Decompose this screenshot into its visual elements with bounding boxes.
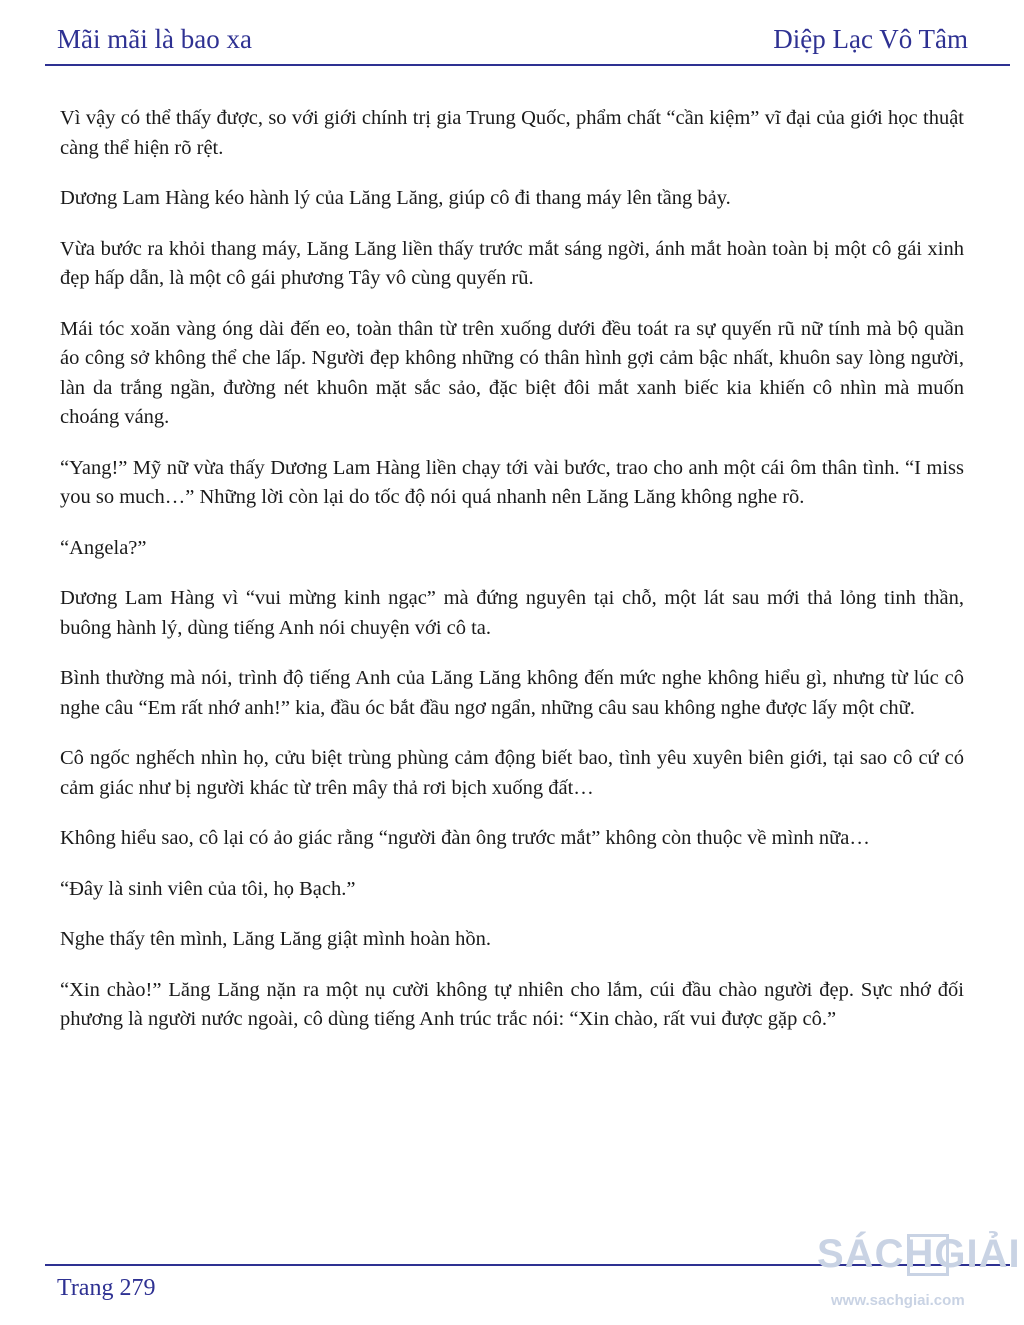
paragraph: “Angela?” — [60, 536, 147, 559]
watermark-url: www.sachgiai.com — [831, 1292, 965, 1309]
paragraph: “Xin chào!” Lăng Lăng nặn ra một nụ cười không tự nhiên cho lắm, cúi đầu chào người đẹp. Sực nhớ đối phương là người nước ngoài, cô dùng tiếng Anh trúc trắc nói: “Xin chào, rất vui được gặp cô.” — [60, 978, 964, 1030]
book-title: Mãi mãi là bao xa — [57, 24, 252, 54]
paragraph: Nghe thấy tên mình, Lăng Lăng giật mình hoàn hồn. — [60, 928, 491, 950]
paragraph: Mái tóc xoăn vàng óng dài đến eo, toàn thân từ trên xuống dưới đều toát ra sự quyến rũ nữ tính mà bộ quần áo công sở không thể che lấp. Người đẹp không những có thân hình gợi cảm bậc nhất, khuôn say lòng người, làn da trắng ngần, đường nét khuôn mặt sắc sảo, đặc biệt đôi mắt xanh biếc kia khiến cô nhìn mà muốn choáng váng. — [60, 317, 964, 428]
paragraph: “Đây là sinh viên của tôi, họ Bạch.” — [60, 877, 356, 900]
paragraph: Bình thường mà nói, trình độ tiếng Anh của Lăng Lăng không đến mức nghe không hiểu gì, nhưng từ lúc cô nghe câu “Em rất nhớ anh!” kia, đầu óc bắt đầu ngơ ngẩn, những câu sau không nghe được lấy một chữ. — [60, 667, 964, 719]
page-number: Trang 279 — [57, 1275, 156, 1301]
paragraph: Cô ngốc nghếch nhìn họ, cửu biệt trùng phùng cảm động biết bao, tình yêu xuyên biên giới, tại sao cô cứ có cảm giác như bị người khác từ trên mây thả rơi bịch xuống đất… — [60, 747, 964, 799]
paragraph: Vì vậy có thể thấy được, so với giới chính trị gia Trung Quốc, phẩm chất “cần kiệm” vĩ đại của giới học thuật càng thể hiện rõ rệt. — [60, 107, 964, 159]
page-body — [60, 104, 964, 1056]
paragraph: Dương Lam Hàng kéo hành lý của Lăng Lăng, giúp cô đi thang máy lên tầng bảy. — [60, 187, 731, 209]
page-header — [0, 0, 1024, 68]
watermark-logo — [815, 1228, 1020, 1320]
watermark-logo-text: SÁCHGIẢI — [817, 1232, 1021, 1276]
paragraph: Vừa bước ra khỏi thang máy, Lăng Lăng liền thấy trước mắt sáng ngời, ánh mắt hoàn toàn bị một cô gái xinh đẹp hấp dẫn, là một cô gái phương Tây vô cùng quyến rũ. — [60, 237, 964, 289]
author-name: Diệp Lạc Vô Tâm — [773, 24, 968, 54]
paragraph: Không hiểu sao, cô lại có ảo giác rằng “người đàn ông trước mắt” không còn thuộc về mình nữa… — [60, 827, 870, 849]
paragraph: “Yang!” Mỹ nữ vừa thấy Dương Lam Hàng liền chạy tới vài bước, trao cho anh một cái ôm thân tình. “I miss you so much…” Những lời còn lại do tốc độ nói quá nhanh nên Lăng Lăng không nghe rõ. — [60, 456, 964, 508]
paragraph: Dương Lam Hàng vì “vui mừng kinh ngạc” mà đứng nguyên tại chỗ, một lát sau mới thả lỏng tinh thần, buông hành lý, dùng tiếng Anh nói chuyện với cô ta. — [60, 587, 964, 639]
header-divider — [45, 64, 1010, 66]
